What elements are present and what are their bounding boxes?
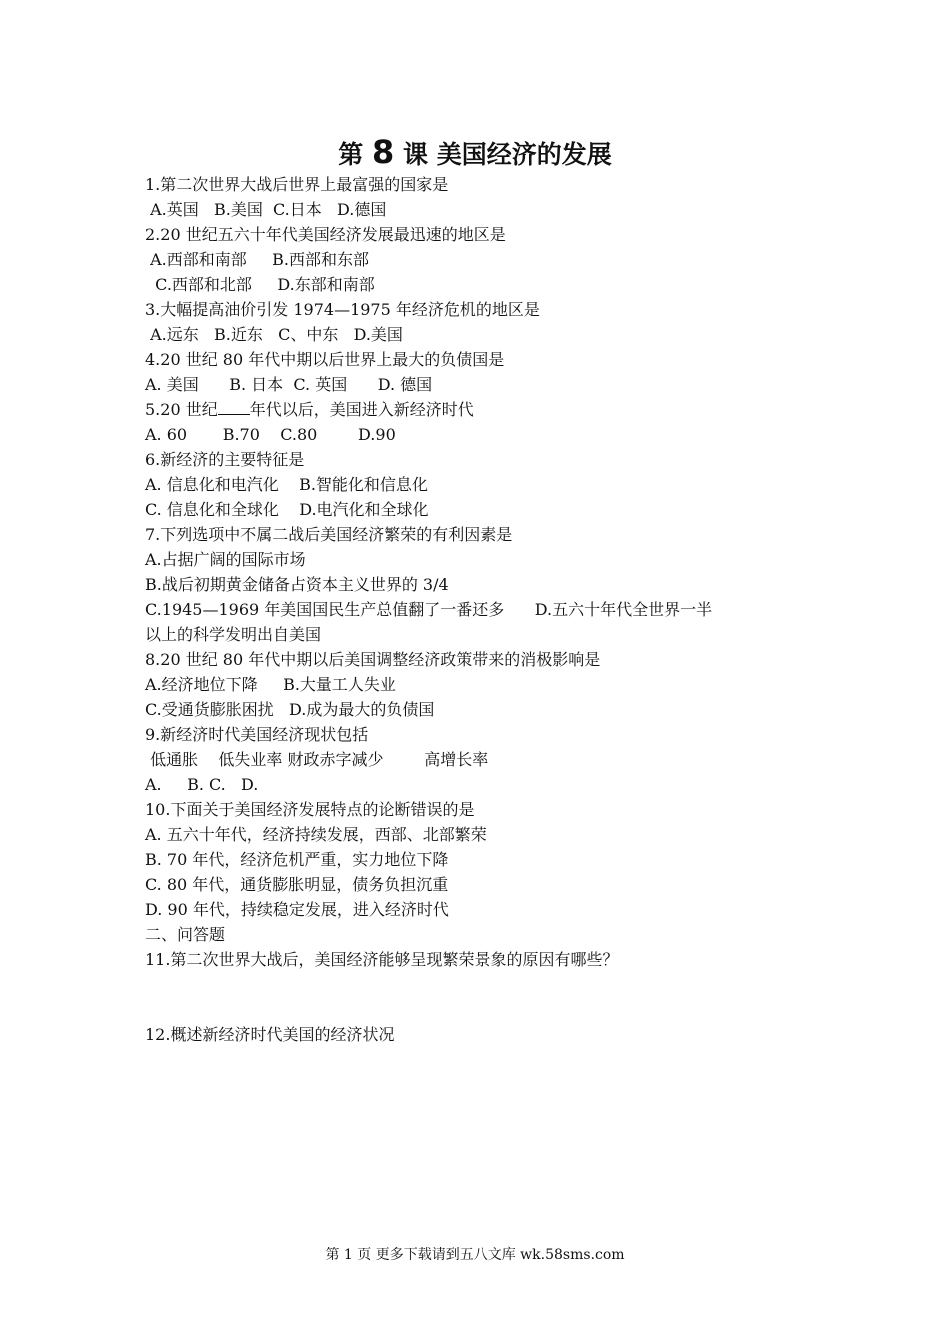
options-line: A. B. C. D.: [145, 775, 259, 794]
q5-before-blank: 5.20 世纪: [145, 400, 218, 419]
question-line: 1.第二次世界大战后世界上最富强的国家是: [145, 175, 449, 194]
question-line-5: [145, 397, 825, 422]
question-line: 8.20 世纪 80 年代中期以后美国调整经济政策带来的消极影响是: [145, 650, 601, 669]
options-line: C. 80 年代，通货膨胀明显，债务负担沉重: [145, 875, 449, 894]
question-line: 3.大幅提高油价引发 1974—1975 年经济危机的地区是: [145, 300, 540, 319]
options-line: 以上的科学发明出自美国: [145, 625, 322, 644]
options-line: A. 信息化和电汽化 B.智能化和信息化: [145, 475, 428, 494]
options-line: A. 美国 B. 日本 C. 英国 D. 德国: [145, 375, 433, 394]
q5-after-blank: 年代以后，美国进入新经济时代: [249, 400, 474, 419]
title-prefix: 第: [338, 140, 364, 169]
options-line: C.受通货膨胀困扰 D.成为最大的负债国: [145, 700, 435, 719]
options-line: B.战后初期黄金储备占资本主义世界的 3/4: [145, 575, 449, 594]
options-line: B. 70 年代，经济危机严重，实力地位下降: [145, 850, 449, 869]
statements-line: 低通胀 低失业率 财政赤字减少 高增长率: [145, 750, 489, 769]
options-line: A.英国 B.美国 C.日本 D.德国: [145, 200, 387, 219]
options-line: A.远东 B.近东 C、中东 D.美国: [145, 325, 403, 344]
question-line: 6.新经济的主要特征是: [145, 450, 305, 469]
question-line: 10.下面关于美国经济发展特点的论断错误的是: [145, 800, 475, 819]
title-suffix: 课 美国经济的发展: [403, 140, 612, 169]
options-line: A.西部和南部 B.西部和东部: [145, 250, 370, 269]
question-line: 11.第二次世界大战后，美国经济能够呈现繁荣景象的原因有哪些？: [145, 950, 619, 969]
question-list: [145, 172, 825, 1047]
title-lesson-number: 8: [372, 133, 395, 171]
options-line: A. 五六十年代，经济持续发展，西部、北部繁荣: [145, 825, 487, 844]
page-title: [0, 132, 950, 175]
question-line: 7.下列选项中不属二战后美国经济繁荣的有利因素是: [145, 525, 513, 544]
section-heading: 二、问答题: [145, 925, 226, 944]
options-line: C. 信息化和全球化 D.电汽化和全球化: [145, 500, 429, 519]
question-line: 12.概述新经济时代美国的经济状况: [145, 1025, 395, 1044]
options-line: A.占据广阔的国际市场: [145, 550, 306, 569]
fill-in-blank: [218, 397, 250, 415]
options-line: C.西部和北部 D.东部和南部: [145, 275, 375, 294]
options-line: A. 60 B.70 C.80 D.90: [145, 425, 396, 444]
page-footer: 第 1 页 更多下载请到五八文库 wk.58sms.com: [325, 1247, 625, 1263]
question-line: 2.20 世纪五六十年代美国经济发展最迅速的地区是: [145, 225, 506, 244]
options-line: A.经济地位下降 B.大量工人失业: [145, 675, 396, 694]
question-line: 9.新经济时代美国经济现状包括: [145, 725, 369, 744]
options-line: D. 90 年代，持续稳定发展，进入经济时代: [145, 900, 449, 919]
options-line: C.1945—1969 年美国国民生产总值翻了一番还多 D.五六十年代全世界一半: [145, 600, 713, 619]
question-line: 4.20 世纪 80 年代中期以后世界上最大的负债国是: [145, 350, 505, 369]
